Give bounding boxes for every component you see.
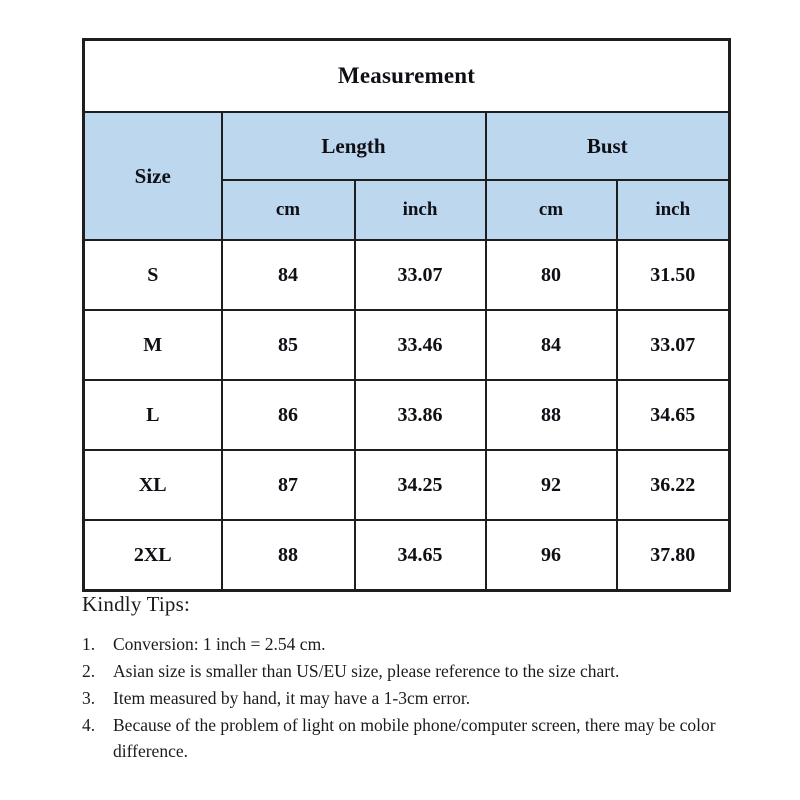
tip-text: Item measured by hand, it may have a 1-3cm error. [113, 688, 471, 708]
cell-length-inch: 34.25 [355, 450, 486, 520]
table-row [84, 310, 730, 380]
cell-bust-inch: 33.07 [617, 310, 730, 380]
table-row [84, 240, 730, 310]
tip-number: 1. [82, 634, 96, 654]
cell-length-cm: 84 [222, 240, 355, 310]
tip-text: Asian size is smaller than US/EU size, please reference to the size chart. [113, 661, 620, 681]
cell-size: M [84, 310, 222, 380]
column-header-length-inch: inch [355, 180, 486, 240]
measurement-table [82, 38, 731, 592]
table-row [84, 520, 730, 591]
kindly-tips-section [82, 592, 742, 765]
cell-length-inch: 33.86 [355, 380, 486, 450]
table-title: Measurement [84, 40, 730, 113]
cell-size: S [84, 240, 222, 310]
cell-bust-inch: 36.22 [617, 450, 730, 520]
cell-length-inch: 33.46 [355, 310, 486, 380]
cell-bust-cm: 96 [486, 520, 617, 591]
list-item [82, 712, 742, 764]
cell-length-inch: 34.65 [355, 520, 486, 591]
column-group-bust: Bust [486, 112, 730, 180]
column-header-bust-cm: cm [486, 180, 617, 240]
list-item [82, 658, 742, 684]
cell-bust-cm: 92 [486, 450, 617, 520]
cell-bust-cm: 84 [486, 310, 617, 380]
tips-list [82, 631, 742, 764]
tip-number: 3. [82, 688, 96, 708]
cell-length-cm: 86 [222, 380, 355, 450]
tip-number: 4. [82, 715, 96, 735]
table-row [84, 450, 730, 520]
column-header-bust-inch: inch [617, 180, 730, 240]
tip-text: Conversion: 1 inch = 2.54 cm. [113, 634, 326, 654]
cell-bust-cm: 88 [486, 380, 617, 450]
tips-heading: Kindly Tips: [82, 592, 191, 616]
table-row [84, 380, 730, 450]
cell-size: 2XL [84, 520, 222, 591]
list-item [82, 631, 742, 657]
tip-number: 2. [82, 661, 96, 681]
column-header-length-cm: cm [222, 180, 355, 240]
cell-bust-inch: 37.80 [617, 520, 730, 591]
column-group-length: Length [222, 112, 486, 180]
table-title-row [84, 40, 730, 113]
size-chart [82, 38, 728, 592]
cell-bust-cm: 80 [486, 240, 617, 310]
cell-bust-inch: 34.65 [617, 380, 730, 450]
cell-length-inch: 33.07 [355, 240, 486, 310]
list-item [82, 685, 742, 711]
cell-length-cm: 85 [222, 310, 355, 380]
cell-bust-inch: 31.50 [617, 240, 730, 310]
cell-length-cm: 88 [222, 520, 355, 591]
tip-text: Because of the problem of light on mobile phone/computer screen, there may be color difference. [113, 715, 716, 761]
cell-size: L [84, 380, 222, 450]
cell-size: XL [84, 450, 222, 520]
table-group-header-row [84, 112, 730, 180]
cell-length-cm: 87 [222, 450, 355, 520]
column-header-size: Size [84, 112, 222, 240]
